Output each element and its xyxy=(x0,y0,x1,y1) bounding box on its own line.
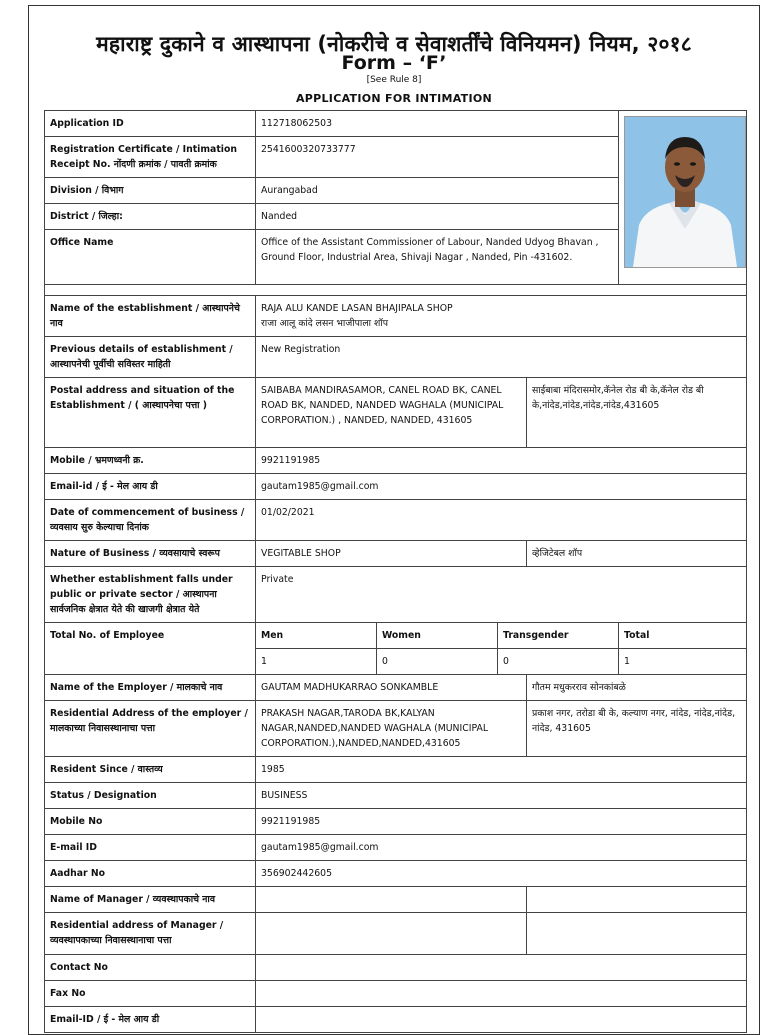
manager-name-value xyxy=(256,887,527,913)
manager-name-marathi xyxy=(527,887,747,913)
applicant-photo-image xyxy=(625,117,745,267)
employee-transgender-value: 0 xyxy=(498,649,619,675)
division-label: Division / विभाग xyxy=(45,178,256,204)
contact-no-value xyxy=(256,955,747,981)
employee-header-women: Women xyxy=(377,623,498,649)
row-sector xyxy=(45,567,747,623)
email-value: gautam1985@gmail.com xyxy=(256,474,747,500)
registration-cert-label: Registration Certificate / Intimation Receipt No. नोंदणी क्रमांक / पावती क्रमांक xyxy=(45,137,256,178)
photo-cell xyxy=(619,111,747,285)
employer-address-value: PRAKASH NAGAR,TARODA BK,KALYAN NAGAR,NANDED,NANDED WAGHALA (MUNICIPAL CORPORATION.),NANDED,NANDED,431605 xyxy=(256,701,527,757)
establishment-name-marathi: राजा आलू कांदे लसन भाजीपाला शॉप xyxy=(261,318,388,329)
employer-name-label: Name of the Employer / मालकाचे नाव xyxy=(45,675,256,701)
row-nature-of-business xyxy=(45,541,747,567)
total-employees-label: Total No. of Employee xyxy=(45,623,256,675)
row-resident-since xyxy=(45,757,747,783)
nature-of-business-marathi: व्हेजिटेबल शॉप xyxy=(527,541,747,567)
resident-since-value: 1985 xyxy=(256,757,747,783)
employee-women-value: 0 xyxy=(377,649,498,675)
aadhar-value: 356902442605 xyxy=(256,861,747,887)
form-name: Form – ‘F’ xyxy=(341,52,447,74)
postal-address-value: SAIBABA MANDIRASAMOR, CANEL ROAD BK, CANEL ROAD BK, NANDED, NANDED WAGHALA (MUNICIPAL CORPORATION.) , NANDED, NANDED, 431605 xyxy=(256,378,527,448)
previous-details-value: New Registration xyxy=(256,337,747,378)
commencement-date-value: 01/02/2021 xyxy=(256,500,747,541)
status-value: BUSINESS xyxy=(256,783,747,809)
applicant-photo xyxy=(624,116,746,268)
employee-header-total: Total xyxy=(619,623,747,649)
row-fax-no xyxy=(45,981,747,1007)
status-label: Status / Designation xyxy=(45,783,256,809)
division-value: Aurangabad xyxy=(256,178,619,204)
row-commencement-date xyxy=(45,500,747,541)
district-value: Nanded xyxy=(256,204,619,230)
row-employer-name xyxy=(45,675,747,701)
aadhar-label: Aadhar No xyxy=(45,861,256,887)
office-name-label: Office Name xyxy=(45,230,256,285)
row-status xyxy=(45,783,747,809)
postal-address-marathi: साईबाबा मंदिरासमोर,कॅनेल रोड बी के,कॅनेल रोड बी के,नांदेड,नांदेड,नांदेड,नांदेड,431605 xyxy=(527,378,747,448)
fax-no-label: Fax No xyxy=(45,981,256,1007)
application-id-value: 112718062503 xyxy=(256,111,619,137)
registration-cert-value: 2541600320733777 xyxy=(256,137,619,178)
employer-name-value: GAUTAM MADHUKARRAO SONKAMBLE xyxy=(256,675,527,701)
establishment-name-label: Name of the establishment / आस्थापनेचे नाव xyxy=(45,296,256,337)
row-aadhar xyxy=(45,861,747,887)
mobile-no-label: Mobile No xyxy=(45,809,256,835)
contact-no-label: Contact No xyxy=(45,955,256,981)
row-contact-no xyxy=(45,955,747,981)
previous-details-label: Previous details of establishment / आस्थापनेची पूर्वीची सविस्तर माहिती xyxy=(45,337,256,378)
manager-address-label: Residential address of Manager / व्यवस्थापकाच्या निवासस्थानाचा पत्ता xyxy=(45,913,256,955)
row-email xyxy=(45,474,747,500)
nature-of-business-value: VEGITABLE SHOP xyxy=(256,541,527,567)
resident-since-label: Resident Since / वास्तव्य xyxy=(45,757,256,783)
manager-name-label: Name of Manager / व्यवस्थापकाचे नाव xyxy=(45,887,256,913)
district-label: District / जिल्हा: xyxy=(45,204,256,230)
row-employee-headers xyxy=(45,623,747,649)
employee-header-men: Men xyxy=(256,623,377,649)
row-establishment-name xyxy=(45,296,747,337)
mobile-value: 9921191985 xyxy=(256,448,747,474)
application-id-label: Application ID xyxy=(45,111,256,137)
application-form-table xyxy=(44,110,747,1033)
row-application-id xyxy=(45,111,747,137)
employer-address-label: Residential Address of the employer / मालकाच्या निवासस्थानाचा पत्ता xyxy=(45,701,256,757)
row-email-id-2 xyxy=(45,1007,747,1033)
row-mobile xyxy=(45,448,747,474)
email-id-2-value xyxy=(256,1007,747,1033)
rule-reference: [See Rule 8] xyxy=(366,75,422,85)
commencement-date-label: Date of commencement of business / व्यवसाय सुरु केल्याचा दिनांक xyxy=(45,500,256,541)
row-postal-address xyxy=(45,378,747,448)
form-title: महाराष्ट्र दुकाने व आस्थापना (नोकरीचे व सेवाशर्तींचे विनियमन) नियम, २०१८ xyxy=(96,32,692,56)
sector-label: Whether establishment falls under public or private sector / आस्थापना सार्वजनिक क्षेत्रात येते की खाजगी क्षेत्रात येते xyxy=(45,567,256,623)
row-employer-address xyxy=(45,701,747,757)
email-id-2-label: Email-ID / ई - मेल आय डी xyxy=(45,1007,256,1033)
employee-header-transgender: Transgender xyxy=(498,623,619,649)
nature-of-business-label: Nature of Business / व्यवसायाचे स्वरूप xyxy=(45,541,256,567)
postal-address-label: Postal address and situation of the Establishment / ( आस्थापनेचा पत्ता ) xyxy=(45,378,256,448)
employee-men-value: 1 xyxy=(256,649,377,675)
establishment-name-english: RAJA ALU KANDE LASAN BHAJIPALA SHOP xyxy=(261,303,453,314)
office-name-value: Office of the Assistant Commissioner of Labour, Nanded Udyog Bhavan , Ground Floor, Industrial Area, Shivaji Nagar , Nanded, Pin -431602. xyxy=(256,230,619,285)
row-manager-name xyxy=(45,887,747,913)
row-mobile-no xyxy=(45,809,747,835)
row-previous-details xyxy=(45,337,747,378)
employer-name-marathi: गौतम मधुकरराव सोनकांबळे xyxy=(527,675,747,701)
email-label: Email-id / ई - मेल आय डी xyxy=(45,474,256,500)
row-manager-address xyxy=(45,913,747,955)
manager-address-value xyxy=(256,913,527,955)
gap-cell xyxy=(45,285,747,296)
mobile-label: Mobile / भ्रमणध्वनी क्र. xyxy=(45,448,256,474)
employer-address-marathi: प्रकाश नगर, तरोडा बी के, कल्याण नगर, नांदेड, नांदेड,नांदेड, नांदेड, 431605 xyxy=(527,701,747,757)
sector-value: Private xyxy=(256,567,747,623)
row-email-id xyxy=(45,835,747,861)
form-heading: APPLICATION FOR INTIMATION xyxy=(295,92,493,105)
mobile-no-value: 9921191985 xyxy=(256,809,747,835)
gap-row xyxy=(45,285,747,296)
fax-no-value xyxy=(256,981,747,1007)
establishment-name-value xyxy=(256,296,747,337)
employee-total-value: 1 xyxy=(619,649,747,675)
email-id-label: E-mail ID xyxy=(45,835,256,861)
email-id-value: gautam1985@gmail.com xyxy=(256,835,747,861)
manager-address-marathi xyxy=(527,913,747,955)
